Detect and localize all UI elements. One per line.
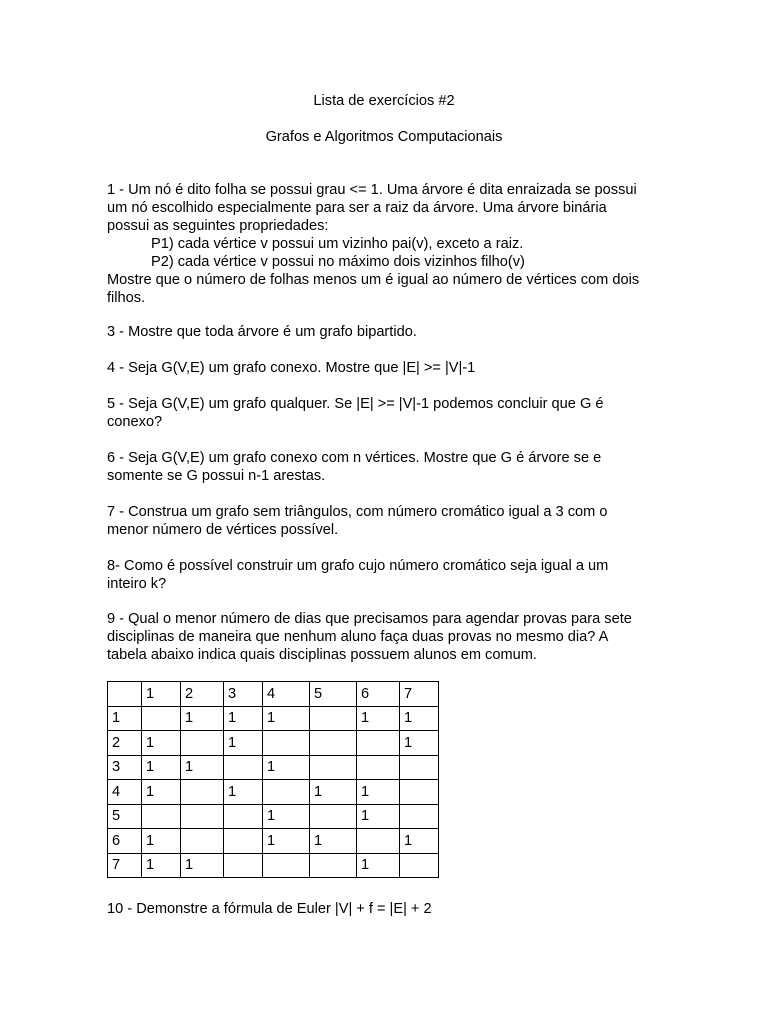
exercise-4-text: 4 - Seja G(V,E) um grafo conexo. Mostre que |E| >= |V|-1 <box>107 360 476 376</box>
table-cell <box>181 829 224 854</box>
property-p1: P1) cada vértice v possui um vizinho pai(v), exceto a raiz. <box>151 236 524 252</box>
table-row <box>108 829 439 854</box>
table-cell <box>400 804 439 829</box>
exercise-7-line: menor número de vértices possível. <box>107 522 339 538</box>
table-cell: 1 <box>142 853 181 878</box>
exercise-1-line: um nó escolhido especialmente para ser a raiz da árvore. Uma árvore binária <box>107 200 607 216</box>
table-cell <box>400 853 439 878</box>
table-header-cell: 5 <box>310 682 357 707</box>
property-p2: P2) cada vértice v possui no máximo dois vizinhos filho(v) <box>151 254 525 270</box>
exercise-9-line: disciplinas de maneira que nenhum aluno faça duas provas no mesmo dia? A <box>107 629 609 645</box>
exercise-6 <box>107 449 667 485</box>
table-row <box>108 706 439 731</box>
exercise-10-text: 10 - Demonstre a fórmula de Euler |V| + f = |E| + 2 <box>107 901 432 917</box>
exercise-8-line: 8- Como é possível construir um grafo cujo número cromático seja igual a um <box>107 558 609 574</box>
exercise-5 <box>107 395 667 431</box>
exercise-5-line: 5 - Seja G(V,E) um grafo qualquer. Se |E| >= |V|-1 podemos concluir que G é <box>107 396 604 412</box>
exercise-9 <box>107 610 667 664</box>
document-title: Lista de exercícios #2 <box>313 93 455 109</box>
document-subtitle: Grafos e Algoritmos Computacionais <box>265 129 503 145</box>
table-cell <box>181 731 224 756</box>
table-header-cell: 2 <box>181 682 224 707</box>
table-cell: 1 <box>400 706 439 731</box>
disciplines-table <box>107 681 439 878</box>
table-row-label: 1 <box>108 706 142 731</box>
table-row <box>108 780 439 805</box>
exercise-8-line: inteiro k? <box>107 576 167 592</box>
exercise-3 <box>107 323 667 341</box>
table-cell <box>224 829 263 854</box>
exercise-3-text: 3 - Mostre que toda árvore é um grafo bipartido. <box>107 324 417 340</box>
table-row-label: 4 <box>108 780 142 805</box>
table-cell: 1 <box>142 755 181 780</box>
table-header-cell <box>108 682 142 707</box>
table-cell: 1 <box>181 706 224 731</box>
table-cell <box>400 755 439 780</box>
table-row <box>108 755 439 780</box>
table-header-cell: 4 <box>263 682 310 707</box>
table-cell: 1 <box>142 829 181 854</box>
exercise-7 <box>107 503 667 539</box>
table-cell: 1 <box>181 853 224 878</box>
table-cell: 1 <box>310 780 357 805</box>
table-cell <box>181 780 224 805</box>
exercise-9-line: tabela abaixo indica quais disciplinas possuem alunos em comum. <box>107 647 537 663</box>
exercise-1-line: possui as seguintes propriedades: <box>107 218 329 234</box>
table-cell: 1 <box>181 755 224 780</box>
exercise-10 <box>107 900 667 918</box>
table-row-label: 5 <box>108 804 142 829</box>
table-cell <box>263 780 310 805</box>
table-header-row <box>108 682 439 707</box>
table-cell: 1 <box>400 731 439 756</box>
exercise-1-line: 1 - Um nó é dito folha se possui grau <= 1. Uma árvore é dita enraizada se possui <box>107 182 637 198</box>
table-cell <box>310 706 357 731</box>
table-cell: 1 <box>142 731 181 756</box>
table-row <box>108 853 439 878</box>
table-cell: 1 <box>224 780 263 805</box>
table-row <box>108 804 439 829</box>
table-cell <box>181 804 224 829</box>
table-row-label: 7 <box>108 853 142 878</box>
table-cell <box>400 780 439 805</box>
table-cell <box>357 755 400 780</box>
table-row-label: 3 <box>108 755 142 780</box>
exercise-9-line: 9 - Qual o menor número de dias que precisamos para agendar provas para sete <box>107 611 632 627</box>
table-cell: 1 <box>357 706 400 731</box>
exercise-6-line: 6 - Seja G(V,E) um grafo conexo com n vértices. Mostre que G é árvore se e <box>107 450 602 466</box>
table-row-label: 6 <box>108 829 142 854</box>
table-cell: 1 <box>263 804 310 829</box>
exercise-7-line: 7 - Construa um grafo sem triângulos, com número cromático igual a 3 com o <box>107 504 608 520</box>
table-header-cell: 1 <box>142 682 181 707</box>
table-cell: 1 <box>224 706 263 731</box>
table-cell <box>224 804 263 829</box>
table-row-label: 2 <box>108 731 142 756</box>
exercise-1-line: filhos. <box>107 290 146 306</box>
table-header-cell: 6 <box>357 682 400 707</box>
table-header-cell: 7 <box>400 682 439 707</box>
table-cell <box>224 755 263 780</box>
table-cell <box>357 731 400 756</box>
table-cell <box>142 706 181 731</box>
table-cell: 1 <box>357 780 400 805</box>
table-cell: 1 <box>224 731 263 756</box>
table-cell <box>263 731 310 756</box>
table-cell: 1 <box>357 804 400 829</box>
exercise-4 <box>107 359 667 377</box>
table-row <box>108 731 439 756</box>
exercise-6-line: somente se G possui n-1 arestas. <box>107 468 326 484</box>
exercise-5-line: conexo? <box>107 414 163 430</box>
table-cell <box>310 755 357 780</box>
table-cell <box>142 804 181 829</box>
table-cell <box>224 853 263 878</box>
exercise-8 <box>107 557 667 593</box>
table-cell: 1 <box>263 755 310 780</box>
table-cell: 1 <box>263 706 310 731</box>
table-cell: 1 <box>263 829 310 854</box>
exercise-1-line: Mostre que o número de folhas menos um é igual ao número de vértices com dois <box>107 272 640 288</box>
table-cell: 1 <box>357 853 400 878</box>
table-cell <box>357 829 400 854</box>
table-cell: 1 <box>310 829 357 854</box>
table-cell <box>310 804 357 829</box>
table-header-cell: 3 <box>224 682 263 707</box>
exercise-1 <box>107 181 667 307</box>
table-cell <box>263 853 310 878</box>
table-cell: 1 <box>142 780 181 805</box>
table-cell <box>310 731 357 756</box>
table-cell <box>310 853 357 878</box>
table-cell: 1 <box>400 829 439 854</box>
